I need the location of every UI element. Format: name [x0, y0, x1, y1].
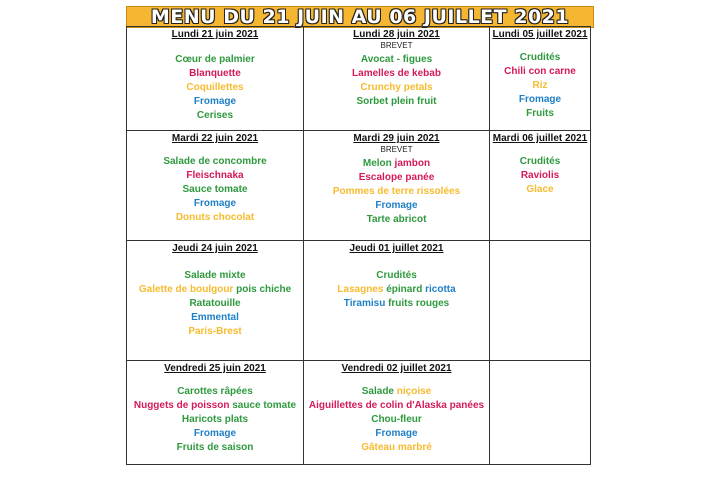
menu-item-text: Donuts chocolat — [175, 212, 255, 223]
menu-item — [304, 81, 489, 95]
day-cell-mardi-22 — [127, 131, 304, 241]
menu-item — [490, 51, 590, 65]
menu-item — [127, 311, 303, 325]
menu-item — [127, 385, 303, 399]
menu-item-text: Lamelles de kebab — [352, 68, 441, 79]
menu-item-text: ricotta — [425, 284, 456, 295]
menu-item-text: Tarte abricot — [366, 214, 427, 225]
empty-cell — [490, 361, 590, 464]
day-cell-lundi-05 — [490, 27, 590, 131]
menu-items — [490, 51, 590, 121]
day-title: Jeudi 24 juin 2021 — [172, 243, 258, 254]
menu-item-text: pois chiche — [236, 284, 292, 295]
menu-item-text: Sorbet plein fruit — [356, 96, 437, 107]
menu-item-text: Fromage — [193, 428, 237, 439]
menu-item-text: Crunchy petals — [360, 82, 433, 93]
menu-item-text: Chili con carne — [504, 66, 576, 77]
menu-item-text: Salade de concombre — [163, 156, 267, 167]
menu-title-banner — [126, 6, 594, 28]
menu-item — [490, 155, 590, 169]
menu-item-text: Fromage — [518, 94, 562, 105]
menu-item — [490, 93, 590, 107]
menu-item — [304, 413, 489, 427]
menu-item-text: Chou-fleur — [371, 414, 422, 425]
menu-item — [304, 53, 489, 67]
menu-item-text: Salade — [361, 386, 397, 397]
menu-item-text: Crudités — [519, 156, 561, 167]
menu-item-text: Cerises — [196, 110, 234, 121]
day-title: Lundi 28 juin 2021 — [353, 29, 440, 40]
empty-cell — [490, 241, 590, 361]
day-cell-lundi-28 — [304, 27, 490, 131]
menu-item — [304, 171, 489, 185]
menu-item-text: Crudités — [519, 52, 561, 63]
menu-item-text: Fruits — [526, 108, 554, 119]
menu-item-text: Paris-Brest — [188, 326, 242, 337]
day-title: Lundi 05 juillet 2021 — [492, 29, 588, 40]
menu-items — [304, 157, 489, 227]
day-title: Vendredi 02 juillet 2021 — [341, 363, 452, 374]
menu-item — [304, 213, 489, 227]
menu-items — [127, 155, 303, 225]
day-cell-lundi-21 — [127, 27, 304, 131]
menu-item-text: Tiramisu — [343, 298, 389, 309]
menu-items — [304, 53, 489, 109]
menu-item — [304, 95, 489, 109]
menu-item-text: Coquillettes — [186, 82, 244, 93]
menu-item — [304, 385, 489, 399]
menu-item-text: Nuggets de poisson — [133, 400, 233, 411]
menu-item — [490, 107, 590, 121]
day-note: BREVET — [380, 41, 413, 50]
menu-item-text: Haricots plats — [181, 414, 249, 425]
menu-item — [127, 95, 303, 109]
menu-items — [127, 269, 303, 339]
menu-item-text: Lasagnes — [337, 284, 387, 295]
menu-item — [127, 155, 303, 169]
menu-item — [127, 283, 303, 297]
day-cell-jeudi-24 — [127, 241, 304, 361]
menu-item — [127, 197, 303, 211]
day-cell-mardi-29 — [304, 131, 490, 241]
menu-title: MENU DU 21 JUIN AU 06 JUILLET 2021 — [150, 6, 570, 28]
day-cell-jeudi-01 — [304, 241, 490, 361]
menu-item — [127, 211, 303, 225]
menu-item-text: Pommes de terre rissolées — [332, 186, 461, 197]
menu-item-text: Fromage — [375, 200, 418, 211]
menu-item — [127, 53, 303, 67]
menu-item — [304, 185, 489, 199]
day-cell-vendredi-02 — [304, 361, 490, 464]
menu-item-text: Carottes râpées — [177, 386, 253, 397]
menu-item-text: Fromage — [375, 428, 418, 439]
menu-item — [304, 269, 489, 283]
menu-grid — [126, 26, 591, 465]
menu-items — [490, 155, 590, 197]
menu-item — [490, 183, 590, 197]
menu-item — [490, 169, 590, 183]
menu-item-text: Fleischnaka — [186, 170, 244, 181]
day-title: Jeudi 01 juillet 2021 — [349, 243, 444, 254]
menu-item — [127, 297, 303, 311]
menu-item-text: Cœur de palmier — [175, 54, 255, 65]
menu-item-text: fruits rouges — [388, 298, 450, 309]
menu-items — [304, 269, 489, 311]
menu-item-text: Melon — [362, 158, 395, 169]
menu-item — [127, 169, 303, 183]
menu-item-text: sauce tomate — [232, 400, 297, 411]
menu-item-text: Galette de boulgour — [138, 284, 237, 295]
menu-item — [127, 427, 303, 441]
menu-item — [304, 441, 489, 455]
menu-item-text: Sauce tomate — [182, 184, 248, 195]
menu-item — [127, 81, 303, 95]
menu-item — [304, 199, 489, 213]
menu-item-text: Aiguillettes de colin d'Alaska panées — [308, 400, 485, 411]
menu-item-text: Blanquette — [189, 68, 241, 79]
menu-item-text: Raviolis — [520, 170, 560, 181]
menu-item — [304, 283, 489, 297]
day-cell-mardi-06 — [490, 131, 590, 241]
menu-item-text: niçoise — [396, 386, 432, 397]
day-note: BREVET — [380, 145, 413, 154]
menu-item — [127, 109, 303, 123]
menu-item — [490, 79, 590, 93]
menu-items — [127, 385, 303, 455]
day-title: Mardi 06 juillet 2021 — [492, 133, 588, 144]
menu-item-text: Escalope panée — [358, 172, 435, 183]
menu-item-text: Avocat - figues — [360, 54, 433, 65]
menu-item-text: Fruits de saison — [176, 442, 254, 453]
menu-item-text: Emmental — [191, 312, 239, 323]
menu-item-text: Gâteau marbré — [361, 442, 432, 453]
menu-item-text: Fromage — [193, 96, 237, 107]
menu-item-text: jambon — [394, 158, 431, 169]
menu-item — [304, 67, 489, 81]
menu-item — [127, 183, 303, 197]
menu-item — [127, 325, 303, 339]
menu-item — [127, 413, 303, 427]
menu-item-text: Salade mixte — [184, 270, 246, 281]
menu-item — [127, 441, 303, 455]
menu-item-text: épinard — [386, 284, 426, 295]
menu-items — [127, 53, 303, 123]
menu-item — [127, 67, 303, 81]
menu-item — [304, 399, 489, 413]
menu-item — [304, 427, 489, 441]
menu-item — [127, 269, 303, 283]
menu-item-text: Crudités — [376, 270, 417, 281]
menu-item-text: Ratatouille — [189, 298, 241, 309]
menu-item — [304, 157, 489, 171]
menu-item-text: Glace — [526, 184, 554, 195]
menu-item-text: Riz — [532, 80, 548, 91]
menu-item — [304, 297, 489, 311]
day-title: Lundi 21 juin 2021 — [171, 29, 259, 40]
day-title: Mardi 29 juin 2021 — [353, 133, 440, 144]
menu-item — [490, 65, 590, 79]
menu-items — [304, 385, 489, 455]
day-cell-vendredi-25 — [127, 361, 304, 464]
menu-item — [127, 399, 303, 413]
day-title: Mardi 22 juin 2021 — [171, 133, 259, 144]
menu-item-text: Fromage — [193, 198, 237, 209]
day-title: Vendredi 25 juin 2021 — [164, 363, 266, 374]
